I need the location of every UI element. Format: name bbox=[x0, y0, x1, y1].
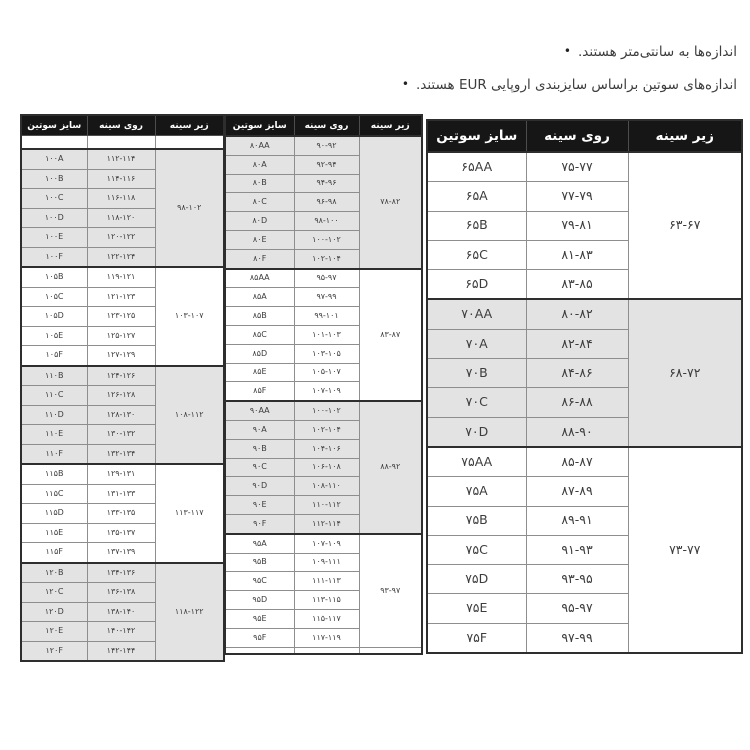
table-body bbox=[21, 136, 224, 662]
bra-size-cell: ۱۱۵B bbox=[21, 464, 87, 484]
overbust-range-cell: ۱۳۷-۱۳۹ bbox=[87, 543, 155, 563]
bra-size-table-bands-80-95 bbox=[224, 114, 421, 655]
overbust-range-cell: ۹۵-۹۷ bbox=[294, 269, 359, 288]
empty-partial-row bbox=[21, 136, 224, 150]
overbust-range-cell: ۱۳۰-۱۳۲ bbox=[87, 425, 155, 445]
underbust-range-cell: ۶۳-۶۷ bbox=[628, 152, 742, 299]
bra-size-cell: ۸۰D bbox=[225, 212, 294, 231]
overbust-range-cell: ۸۸-۹۰ bbox=[526, 417, 628, 447]
overbust-range-cell: ۱۱۲-۱۱۴ bbox=[87, 149, 155, 169]
overbust-range-cell: ۱۳۲-۱۳۴ bbox=[87, 444, 155, 464]
bra-size-cell: ۸۰C bbox=[225, 193, 294, 212]
underbust-range-cell: ۱۰۳-۱۰۷ bbox=[155, 267, 224, 366]
bra-size-cell: ۷۵A bbox=[427, 477, 526, 506]
empty-cell bbox=[21, 136, 87, 150]
overbust-range-cell: ۹۷-۹۹ bbox=[526, 623, 628, 653]
overbust-range-cell: ۱۲۰-۱۲۲ bbox=[87, 228, 155, 248]
underbust-range-cell: ۷۳-۷۷ bbox=[628, 447, 742, 653]
bra-size-cell: ۱۱۰D bbox=[21, 405, 87, 425]
column-header-size: سایز سوتین bbox=[225, 115, 294, 136]
overbust-range-cell: ۱۱۹-۱۲۱ bbox=[87, 267, 155, 287]
bra-size-cell: ۱۲۰F bbox=[21, 641, 87, 661]
overbust-range-cell: ۱۰۵-۱۰۷ bbox=[294, 363, 359, 382]
empty-cell bbox=[225, 647, 294, 654]
underbust-range-cell: ۱۱۸-۱۲۲ bbox=[155, 563, 224, 662]
overbust-range-cell: ۹۲-۹۴ bbox=[294, 155, 359, 174]
bra-size-cell: ۶۵D bbox=[427, 270, 526, 300]
overbust-range-cell: ۱۰۴-۱۰۶ bbox=[294, 439, 359, 458]
bra-size-cell: ۹۵F bbox=[225, 628, 294, 647]
bra-size-cell: ۷۰C bbox=[427, 388, 526, 417]
overbust-range-cell: ۱۱۰-۱۱۲ bbox=[294, 496, 359, 515]
bra-size-cell: ۸۵C bbox=[225, 325, 294, 344]
overbust-range-cell: ۹۰-۹۲ bbox=[294, 136, 359, 155]
overbust-range-cell: ۱۰۰-۱۰۲ bbox=[294, 230, 359, 249]
underbust-range-cell: ۸۳-۸۷ bbox=[359, 269, 422, 402]
bra-size-cell: ۷۰AA bbox=[427, 299, 526, 329]
overbust-range-cell: ۸۳-۸۵ bbox=[526, 270, 628, 300]
overbust-range-cell: ۸۷-۸۹ bbox=[526, 477, 628, 506]
bra-size-cell: ۹۵E bbox=[225, 609, 294, 628]
overbust-range-cell: ۱۱۳-۱۱۵ bbox=[294, 591, 359, 610]
overbust-range-cell: ۱۲۷-۱۲۹ bbox=[87, 346, 155, 366]
overbust-range-cell: ۹۳-۹۵ bbox=[526, 565, 628, 594]
bra-size-cell: ۱۲۰E bbox=[21, 622, 87, 642]
overbust-range-cell: ۹۴-۹۶ bbox=[294, 174, 359, 193]
bra-size-cell: ۸۵AA bbox=[225, 269, 294, 288]
bra-size-cell: ۱۲۰C bbox=[21, 583, 87, 603]
overbust-range-cell: ۹۱-۹۳ bbox=[526, 535, 628, 564]
overbust-range-cell: ۷۵-۷۷ bbox=[526, 152, 628, 182]
bra-size-cell: ۱۰۰C bbox=[21, 189, 87, 209]
overbust-range-cell: ۱۰۲-۱۰۴ bbox=[294, 249, 359, 268]
underbust-range-cell: ۸۸-۹۲ bbox=[359, 401, 422, 534]
bra-size-cell: ۹۰AA bbox=[225, 401, 294, 420]
bra-size-cell: ۹۰B bbox=[225, 439, 294, 458]
size-row bbox=[21, 149, 224, 169]
column-header-overbust: روی سینه bbox=[87, 115, 155, 136]
bra-size-cell: ۱۰۵F bbox=[21, 346, 87, 366]
bra-size-cell: ۱۲۰D bbox=[21, 602, 87, 622]
bra-size-cell: ۱۱۰E bbox=[21, 425, 87, 445]
overbust-range-cell: ۱۲۳-۱۲۵ bbox=[87, 307, 155, 327]
table-body bbox=[427, 152, 742, 653]
bra-size-cell: ۷۵C bbox=[427, 535, 526, 564]
overbust-range-cell: ۱۰۳-۱۰۵ bbox=[294, 344, 359, 363]
overbust-range-cell: ۱۰۰-۱۰۲ bbox=[294, 401, 359, 420]
empty-cell bbox=[87, 136, 155, 150]
bra-size-cell: ۶۵A bbox=[427, 182, 526, 211]
bra-size-cell: ۱۱۵D bbox=[21, 504, 87, 524]
underbust-range-cell: ۶۸-۷۲ bbox=[628, 299, 742, 446]
bra-size-cell: ۶۵C bbox=[427, 240, 526, 269]
bra-size-cell: ۹۵A bbox=[225, 534, 294, 553]
overbust-range-cell: ۱۱۴-۱۱۶ bbox=[87, 169, 155, 189]
bra-size-cell: ۹۰F bbox=[225, 514, 294, 533]
bra-size-cell: ۹۵B bbox=[225, 553, 294, 572]
overbust-range-cell: ۷۷-۷۹ bbox=[526, 182, 628, 211]
overbust-range-cell: ۱۱۸-۱۲۰ bbox=[87, 208, 155, 228]
size-table bbox=[426, 119, 743, 654]
bra-size-cell: ۱۰۰B bbox=[21, 169, 87, 189]
bra-size-cell: ۹۰C bbox=[225, 458, 294, 477]
bra-size-cell: ۱۱۵C bbox=[21, 484, 87, 504]
overbust-range-cell: ۱۰۲-۱۰۴ bbox=[294, 420, 359, 439]
bra-size-cell: ۷۵B bbox=[427, 506, 526, 535]
column-header-underbust: زیر سینه bbox=[628, 120, 742, 152]
overbust-range-cell: ۹۸-۱۰۰ bbox=[294, 212, 359, 231]
overbust-range-cell: ۱۳۱-۱۳۳ bbox=[87, 484, 155, 504]
bra-size-cell: ۶۵B bbox=[427, 211, 526, 240]
size-row bbox=[21, 267, 224, 287]
underbust-range-cell: ۷۸-۸۲ bbox=[359, 136, 422, 269]
note-text: اندازه‌های سوتین براساس سایزبندی اروپایی EUR هستند. bbox=[415, 77, 737, 93]
bra-size-cell: ۸۰B bbox=[225, 174, 294, 193]
column-header-size: سایز سوتین bbox=[21, 115, 87, 136]
bra-size-cell: ۱۱۵F bbox=[21, 543, 87, 563]
overbust-range-cell: ۸۴-۸۶ bbox=[526, 359, 628, 388]
bra-size-cell: ۱۱۰F bbox=[21, 444, 87, 464]
overbust-range-cell: ۱۲۵-۱۲۷ bbox=[87, 326, 155, 346]
table-header bbox=[21, 115, 224, 136]
size-row bbox=[427, 152, 742, 182]
overbust-range-cell: ۱۲۹-۱۳۱ bbox=[87, 464, 155, 484]
size-table bbox=[20, 114, 225, 662]
header-row bbox=[21, 115, 224, 136]
bra-size-cell: ۸۵B bbox=[225, 307, 294, 326]
size-row bbox=[225, 401, 422, 420]
overbust-range-cell: ۱۴۲-۱۴۴ bbox=[87, 641, 155, 661]
overbust-range-cell: ۹۶-۹۸ bbox=[294, 193, 359, 212]
overbust-range-cell: ۱۳۸-۱۴۰ bbox=[87, 602, 155, 622]
empty-partial-row bbox=[225, 647, 422, 654]
notes-list bbox=[402, 42, 737, 108]
bra-size-table-bands-65-75 bbox=[426, 119, 741, 654]
overbust-range-cell: ۱۲۸-۱۳۰ bbox=[87, 405, 155, 425]
bra-size-cell: ۹۵D bbox=[225, 591, 294, 610]
overbust-range-cell: ۷۹-۸۱ bbox=[526, 211, 628, 240]
overbust-range-cell: ۱۰۸-۱۱۰ bbox=[294, 477, 359, 496]
column-header-underbust: زیر سینه bbox=[359, 115, 422, 136]
overbust-range-cell: ۸۹-۹۱ bbox=[526, 506, 628, 535]
bra-size-cell: ۱۱۰B bbox=[21, 366, 87, 386]
overbust-range-cell: ۱۰۱-۱۰۳ bbox=[294, 325, 359, 344]
overbust-range-cell: ۱۱۵-۱۱۷ bbox=[294, 609, 359, 628]
bra-size-cell: ۱۰۵D bbox=[21, 307, 87, 327]
bra-size-cell: ۹۵C bbox=[225, 572, 294, 591]
overbust-range-cell: ۹۷-۹۹ bbox=[294, 288, 359, 307]
overbust-range-cell: ۸۶-۸۸ bbox=[526, 388, 628, 417]
underbust-range-cell: ۱۱۳-۱۱۷ bbox=[155, 464, 224, 563]
bra-size-cell: ۸۵A bbox=[225, 288, 294, 307]
bra-size-cell: ۸۰A bbox=[225, 155, 294, 174]
overbust-range-cell: ۸۵-۸۷ bbox=[526, 447, 628, 477]
overbust-range-cell: ۱۱۷-۱۱۹ bbox=[294, 628, 359, 647]
bra-size-cell: ۱۰۵C bbox=[21, 287, 87, 307]
bra-size-cell: ۸۵E bbox=[225, 363, 294, 382]
bra-size-cell: ۸۰AA bbox=[225, 136, 294, 155]
bra-size-cell: ۶۵AA bbox=[427, 152, 526, 182]
overbust-range-cell: ۱۲۲-۱۲۴ bbox=[87, 247, 155, 267]
overbust-range-cell: ۱۲۶-۱۲۸ bbox=[87, 386, 155, 406]
bra-size-cell: ۹۰D bbox=[225, 477, 294, 496]
header-row bbox=[427, 120, 742, 152]
bra-size-cell: ۱۰۵E bbox=[21, 326, 87, 346]
bra-size-cell: ۷۰D bbox=[427, 417, 526, 447]
underbust-range-cell: ۹۳-۹۷ bbox=[359, 534, 422, 647]
column-header-underbust: زیر سینه bbox=[155, 115, 224, 136]
size-row bbox=[225, 534, 422, 553]
bra-size-cell: ۱۰۵B bbox=[21, 267, 87, 287]
bra-size-cell: ۸۰E bbox=[225, 230, 294, 249]
bra-size-cell: ۱۰۰E bbox=[21, 228, 87, 248]
overbust-range-cell: ۱۴۰-۱۴۲ bbox=[87, 622, 155, 642]
overbust-range-cell: ۱۰۹-۱۱۱ bbox=[294, 553, 359, 572]
empty-cell bbox=[155, 136, 224, 150]
overbust-range-cell: ۱۰۷-۱۰۹ bbox=[294, 382, 359, 401]
bra-size-cell: ۱۰۰F bbox=[21, 247, 87, 267]
overbust-range-cell: ۱۳۶-۱۳۸ bbox=[87, 583, 155, 603]
header-row bbox=[225, 115, 422, 136]
overbust-range-cell: ۸۱-۸۳ bbox=[526, 240, 628, 269]
bra-size-cell: ۸۰F bbox=[225, 249, 294, 268]
empty-cell bbox=[359, 647, 422, 654]
note-item bbox=[402, 42, 737, 63]
overbust-range-cell: ۱۳۴-۱۳۶ bbox=[87, 563, 155, 583]
size-row bbox=[21, 464, 224, 484]
overbust-range-cell: ۱۰۶-۱۰۸ bbox=[294, 458, 359, 477]
overbust-range-cell: ۱۳۵-۱۳۷ bbox=[87, 523, 155, 543]
note-item bbox=[402, 75, 737, 96]
underbust-range-cell: ۱۰۸-۱۱۲ bbox=[155, 366, 224, 465]
bra-size-cell: ۱۱۵E bbox=[21, 523, 87, 543]
table-header bbox=[427, 120, 742, 152]
overbust-range-cell: ۱۱۶-۱۱۸ bbox=[87, 189, 155, 209]
bra-size-cell: ۸۵F bbox=[225, 382, 294, 401]
size-table bbox=[224, 114, 423, 655]
column-header-overbust: روی سینه bbox=[526, 120, 628, 152]
bra-size-table-bands-100-120 bbox=[20, 114, 223, 662]
size-row bbox=[427, 447, 742, 477]
bra-size-cell: ۱۱۰C bbox=[21, 386, 87, 406]
table-body bbox=[225, 136, 422, 654]
size-row bbox=[225, 269, 422, 288]
overbust-range-cell: ۱۱۱-۱۱۳ bbox=[294, 572, 359, 591]
size-row bbox=[21, 563, 224, 583]
bra-size-cell: ۹۰A bbox=[225, 420, 294, 439]
overbust-range-cell: ۹۹-۱۰۱ bbox=[294, 307, 359, 326]
note-text: اندازه‌ها به سانتی‌متر هستند. bbox=[578, 44, 737, 60]
column-header-overbust: روی سینه bbox=[294, 115, 359, 136]
overbust-range-cell: ۸۰-۸۲ bbox=[526, 299, 628, 329]
bullet-icon: • bbox=[563, 44, 571, 58]
bra-size-cell: ۷۵F bbox=[427, 623, 526, 653]
bra-size-cell: ۱۲۰B bbox=[21, 563, 87, 583]
bullet-icon: • bbox=[401, 77, 409, 91]
bra-size-cell: ۷۵E bbox=[427, 594, 526, 623]
overbust-range-cell: ۹۵-۹۷ bbox=[526, 594, 628, 623]
bra-size-cell: ۱۰۰A bbox=[21, 149, 87, 169]
bra-size-cell: ۷۰A bbox=[427, 329, 526, 358]
overbust-range-cell: ۱۲۱-۱۲۳ bbox=[87, 287, 155, 307]
bra-size-cell: ۷۵AA bbox=[427, 447, 526, 477]
column-header-size: سایز سوتین bbox=[427, 120, 526, 152]
size-row bbox=[427, 299, 742, 329]
underbust-range-cell: ۹۸-۱۰۲ bbox=[155, 149, 224, 267]
empty-cell bbox=[294, 647, 359, 654]
overbust-range-cell: ۸۲-۸۴ bbox=[526, 329, 628, 358]
bra-size-cell: ۷۵D bbox=[427, 565, 526, 594]
overbust-range-cell: ۱۲۴-۱۲۶ bbox=[87, 366, 155, 386]
size-row bbox=[225, 136, 422, 155]
size-row bbox=[21, 366, 224, 386]
overbust-range-cell: ۱۳۳-۱۳۵ bbox=[87, 504, 155, 524]
overbust-range-cell: ۱۱۲-۱۱۴ bbox=[294, 514, 359, 533]
bra-size-cell: ۸۵D bbox=[225, 344, 294, 363]
bra-size-cell: ۱۰۰D bbox=[21, 208, 87, 228]
bra-size-cell: ۷۰B bbox=[427, 359, 526, 388]
table-header bbox=[225, 115, 422, 136]
bra-size-cell: ۹۰E bbox=[225, 496, 294, 515]
overbust-range-cell: ۱۰۷-۱۰۹ bbox=[294, 534, 359, 553]
